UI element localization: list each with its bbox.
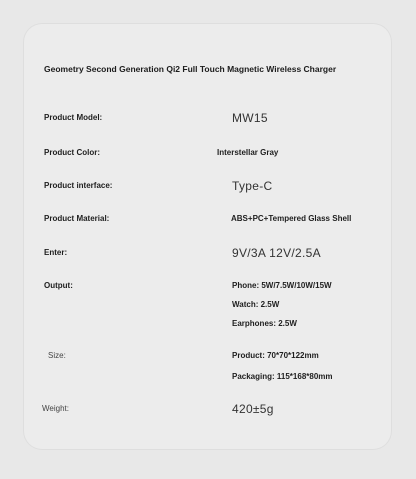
product-model-label: Product Model: [44,113,103,122]
enter-label: Enter: [44,248,68,257]
product-color-value: Interstellar Gray [217,148,279,157]
output-label: Output: [44,281,73,290]
enter-value: 9V/3A 12V/2.5A [232,246,321,260]
output-watch-value: Watch: 2.5W [232,300,280,309]
size-packaging-value: Packaging: 115*168*80mm [232,372,333,381]
output-phone-value: Phone: 5W/7.5W/10W/15W [232,281,332,290]
product-material-label: Product Material: [44,214,110,223]
product-model-value: MW15 [232,111,268,125]
size-label: Size: [48,351,66,360]
product-color-label: Product Color: [44,148,100,157]
product-title: Geometry Second Generation Qi2 Full Touch Magnetic Wireless Charger [44,64,337,74]
output-earphones-value: Earphones: 2.5W [232,319,297,328]
weight-label: Weight: [42,404,69,413]
spec-card [24,24,391,449]
product-interface-value: Type-C [232,179,273,193]
weight-value: 420±5g [232,402,274,416]
product-material-value: ABS+PC+Tempered Glass Shell [231,214,352,223]
size-product-value: Product: 70*70*122mm [232,351,319,360]
product-interface-label: Product interface: [44,181,113,190]
